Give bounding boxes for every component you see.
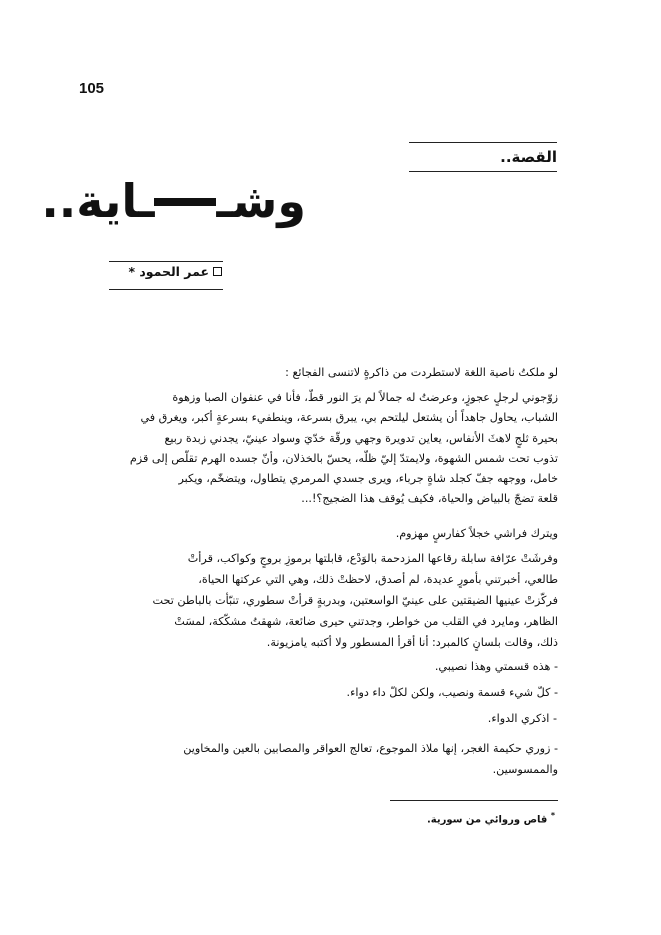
author-bottom-rule [109, 289, 223, 290]
paragraph-marriage [79, 388, 558, 510]
paragraph-defeated: ويترك فراشي خجلاً كفارسٍ مهزوم. [395, 527, 558, 540]
text-line: وفرشَتْ عرّافة سابلة رقاعها المزدحمة بالوَدْع، قابلتها برموزِ بروجٍ وكواكب، قرأتْ [187, 552, 558, 565]
text-line: - زوري حكيمة الغجر، إنها ملاذ الموجوع، تعالج العواقر والمصابين بالعين والمخاوين [183, 742, 558, 755]
square-bullet-icon [213, 267, 222, 276]
dialogue-line: - هذه قسمتي وهذا نصيبي. [434, 660, 558, 673]
title-end: ـاية.. [41, 174, 155, 228]
section-bottom-rule [409, 171, 557, 172]
title-start: وشـ [216, 174, 306, 228]
author-line [128, 264, 222, 279]
dialogue-line: - كلّ شيء قسمة ونصيب، ولكن لكلّ داء دواء. [346, 686, 558, 699]
text-line: فركّزتْ عينيها الضيقتين على عينيّ الواسعتين، وبدربةٍ قرأتْ سطوري، تنبّأت بالباطن تحت [152, 594, 558, 607]
dialogue-line: - اذكري الدواء. [487, 712, 557, 725]
story-title [41, 174, 306, 228]
text-line: ذلك، وقالت بلسانٍ كالمبرد: أنا أقرأ المسطور ولا أكتبه يامزيونة. [266, 636, 558, 649]
text-line: والممسوسين. [492, 763, 558, 776]
author-top-rule [109, 261, 223, 262]
text-line: تذوب تحت شمس الشهوة، ولايمتدّ إليّ ظلّه، يحسّ بالخذلان، وأنّ جسده الهرم تقلّص إلى قزم [129, 451, 558, 465]
title-kashida [154, 198, 216, 206]
paragraph-intro: لو ملكتُ ناصية اللغة لاستطردت من ذاكرةٍ لاتنسى الفجائع : [285, 366, 558, 379]
footnote-marker: * [550, 811, 555, 820]
paragraph-gypsy-healer [79, 738, 558, 780]
paragraph-fortune-teller [79, 548, 558, 653]
footnote-text: قاص وروائي من سورية. [426, 814, 548, 826]
text-line: قلعة تضجّ بالبياض والحياة، فكيف يُوقف هذا الضجيج؟!... [301, 492, 558, 506]
text-line: طالعي، أخبرتني بأمورٍ عديدة، لم أصدق، لاحظتْ ذلك، وهي التي عركتها الحياة، [198, 573, 558, 586]
text-line: الظاهر، ومايرد في القلب من خواطر، وجدتني حيرى ضائعة، شهقتُ مشكّكة، لمسَتْ [174, 615, 558, 628]
text-line: بحيرة ثلجٍ لاهثَ الأنفاس، يعاين تدويرة وجهي ورقّة خدّيَ وسواد عينيّ، يجدني زبدة ربيع [164, 431, 558, 445]
page-number: 105 [79, 80, 105, 97]
footnote [427, 811, 555, 825]
author-name: عمر الحمود * [128, 264, 209, 279]
footnote-rule [390, 800, 558, 801]
text-line: خامل، ووجهه جفّ كجلد شاةٍ جرباء، ويرى جسدي المرمري يتطاول، ويتضخّم، ويكبر [178, 472, 558, 486]
text-line: الشباب، يحاول جاهداً أن يشتعل ليلتحم بي، يبرق بسرعة، وينطفيء بسرعةٍ أكبر، ويغرق في [140, 411, 558, 425]
section-top-rule [409, 142, 557, 143]
text-line: زوّجوني لرجلٍ عجوزٍ، وعرضتُ له جمالاً لم يرَ النور قطّ، فأنا في عنفوان الصبا وزهوة [172, 391, 558, 404]
section-label: القصة.. [500, 148, 557, 166]
